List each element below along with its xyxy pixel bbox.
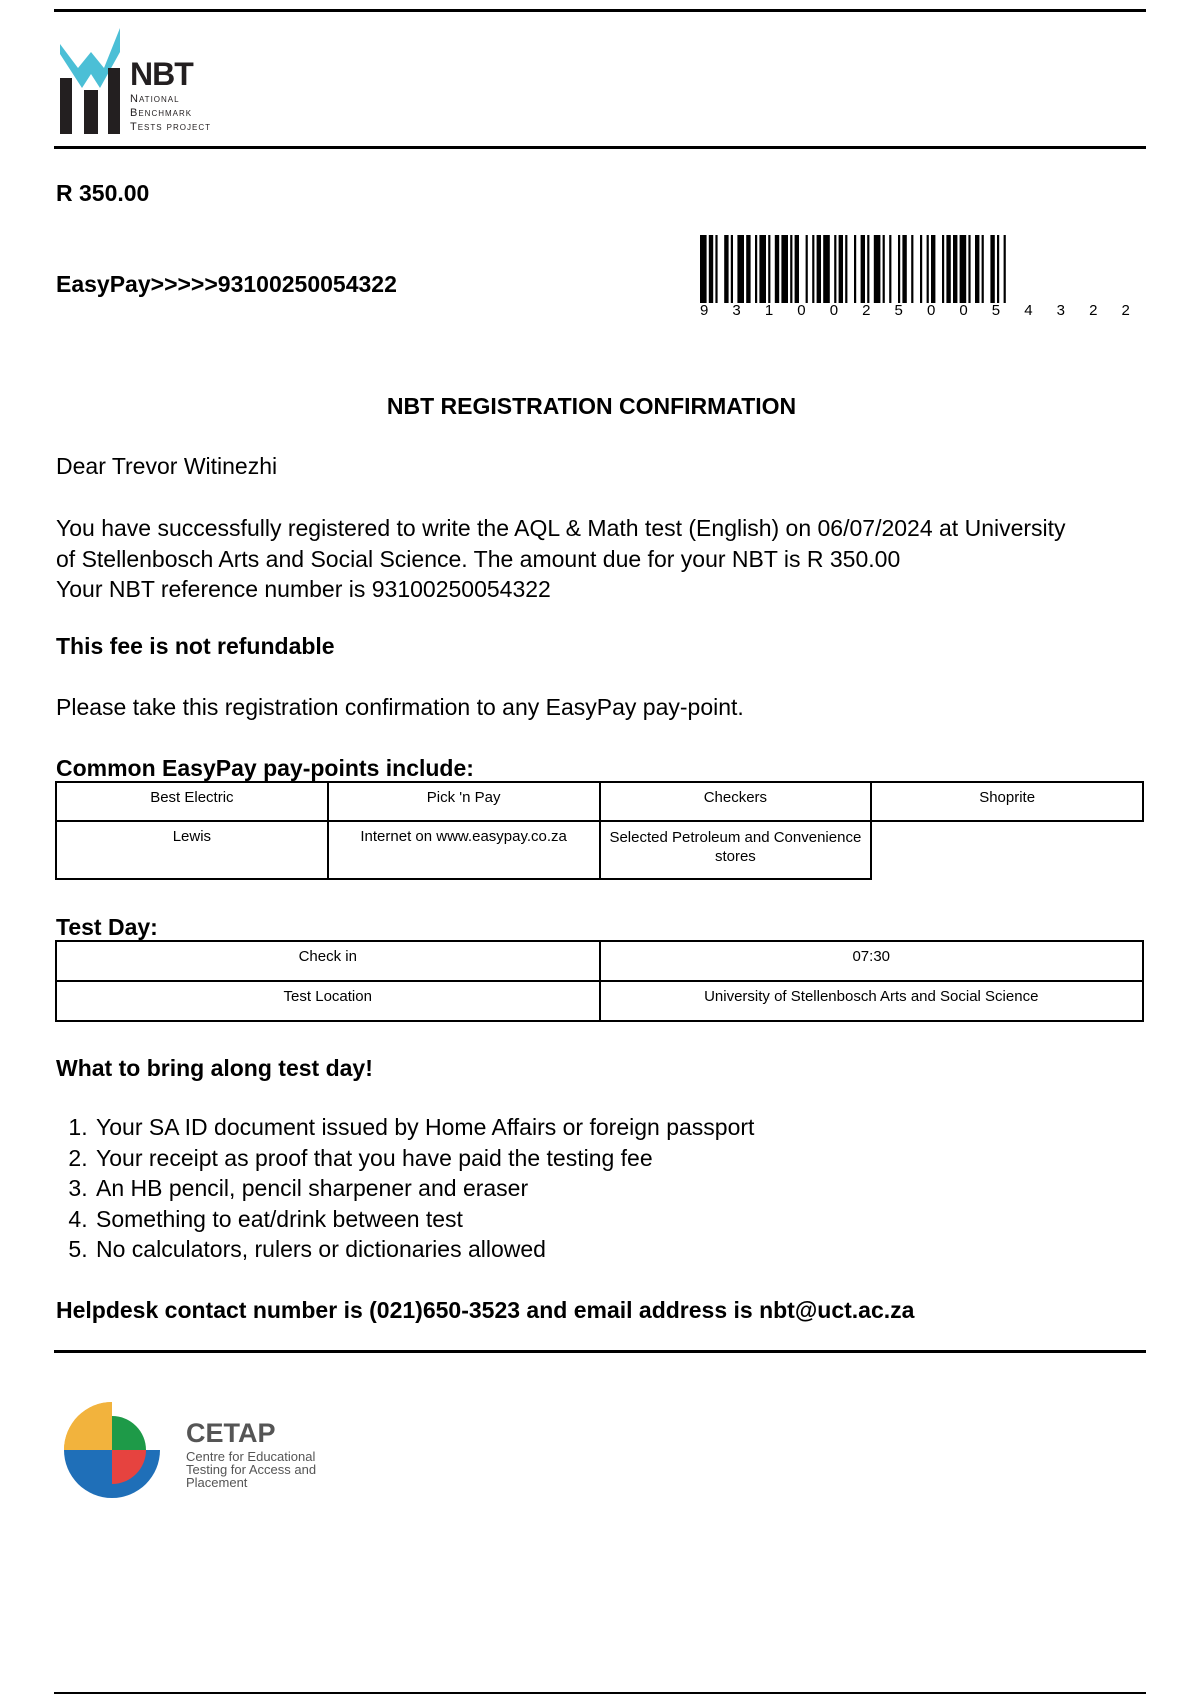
greeting: Dear Trevor Witinezhi xyxy=(56,453,278,479)
refund-note: This fee is not refundable xyxy=(56,633,335,659)
test-day-row-location xyxy=(56,981,1143,1021)
barcode-digit: 5 xyxy=(894,302,903,319)
nbt-logo-mark-icon xyxy=(60,28,124,134)
location-value: University of Stellenbosch Arts and Social Science xyxy=(600,981,1144,1021)
list-item: 3. An HB pencil, pencil sharpener and eraser xyxy=(94,1173,754,1204)
nbt-logo-line3: Tests project xyxy=(130,121,212,133)
barcode-digit: 3 xyxy=(1056,302,1065,319)
nbt-logo-line2: Benchmark xyxy=(130,107,193,119)
cetap-logo-text xyxy=(186,1450,316,1489)
location-label: Test Location xyxy=(56,981,600,1021)
paypoints-row-2 xyxy=(56,821,1143,879)
barcode-digit: 5 xyxy=(991,302,1001,319)
barcode-digit: 4 xyxy=(1024,302,1033,319)
list-item: 5. No calculators, rulers or dictionaries allowed xyxy=(94,1234,754,1265)
cetap-logo xyxy=(60,1396,360,1506)
list-item: 4. Something to eat/drink between test xyxy=(94,1204,754,1235)
barcode-digits xyxy=(700,302,1130,319)
nbt-logo xyxy=(60,28,230,136)
paragraph-line-3: Your NBT reference number is 93100250054322 xyxy=(56,576,551,602)
cetap-logo-line3: Placement xyxy=(186,1475,248,1490)
nbt-logo-text xyxy=(130,92,211,134)
paragraph-line-1: You have successfully registered to write the AQL & Math test (English) on 06/07/2024 at University xyxy=(56,515,1066,541)
barcode-digit: 0 xyxy=(797,302,806,319)
header-rule xyxy=(54,146,1146,149)
footer-rule xyxy=(54,1350,1146,1353)
cetap-logo-line2: Testing for Access and xyxy=(186,1462,317,1477)
paypoint-cell: Pick 'n Pay xyxy=(328,782,600,821)
paypoints-row-1 xyxy=(56,782,1143,821)
test-day-heading: Test Day: xyxy=(56,914,158,940)
barcode-digit: 9 xyxy=(700,302,709,319)
paypoint-cell: Selected Petroleum and Convenience stores xyxy=(600,821,872,879)
barcode-digit: 0 xyxy=(926,302,936,319)
test-day-row-checkin xyxy=(56,941,1143,981)
paypoint-cell: Shoprite xyxy=(871,782,1143,821)
test-day-table xyxy=(55,940,1144,1022)
paypoints-table xyxy=(55,781,1144,880)
barcode-digit: 2 xyxy=(1089,302,1098,319)
paypoint-cell: Internet on www.easypay.co.za xyxy=(328,821,600,879)
bottom-rule xyxy=(54,1692,1146,1694)
paypoints-heading: Common EasyPay pay-points include: xyxy=(56,755,474,781)
list-item: 1. Your SA ID document issued by Home Affairs or foreign passport xyxy=(94,1112,754,1143)
registration-paragraph xyxy=(56,513,1066,605)
barcode-icon xyxy=(700,235,1126,303)
easypay-reference: EasyPay>>>>>93100250054322 xyxy=(56,271,397,297)
instruction-text: Please take this registration confirmation to any EasyPay pay-point. xyxy=(56,694,744,720)
barcode-digit: 3 xyxy=(732,302,741,319)
paragraph-line-2: of Stellenbosch Arts and Social Science. The amount due for your NBT is R 350.00 xyxy=(56,545,901,572)
barcode-digit: 1 xyxy=(764,302,774,319)
nbt-logo-line1: National xyxy=(130,93,180,105)
list-item: 2. Your receipt as proof that you have paid the testing fee xyxy=(94,1143,754,1174)
checkin-value: 07:30 xyxy=(600,941,1144,981)
paypoint-empty-cell xyxy=(871,821,1143,879)
cetap-logo-name: CETAP xyxy=(186,1418,276,1448)
barcode-digit: 0 xyxy=(829,302,839,319)
bring-heading: What to bring along test day! xyxy=(56,1055,373,1081)
barcode xyxy=(700,235,1126,303)
nbt-logo-abbr: NBT xyxy=(130,56,193,92)
cetap-logo-mark-icon xyxy=(60,1396,170,1506)
barcode-digit: 2 xyxy=(1121,302,1130,319)
paypoint-cell: Checkers xyxy=(600,782,872,821)
barcode-digit: 2 xyxy=(862,302,871,319)
barcode-digit: 0 xyxy=(959,302,968,319)
amount-due: R 350.00 xyxy=(56,180,150,206)
page-title: NBT REGISTRATION CONFIRMATION xyxy=(386,393,797,419)
paypoint-cell: Lewis xyxy=(56,821,328,879)
paypoint-cell: Best Electric xyxy=(56,782,328,821)
checkin-label: Check in xyxy=(56,941,600,981)
helpdesk-contact: Helpdesk contact number is (021)650-3523 and email address is nbt@uct.ac.za xyxy=(56,1297,915,1323)
top-rule xyxy=(54,9,1146,12)
cetap-logo-line1: Centre for Educational xyxy=(186,1449,316,1464)
bring-list xyxy=(56,1112,754,1265)
